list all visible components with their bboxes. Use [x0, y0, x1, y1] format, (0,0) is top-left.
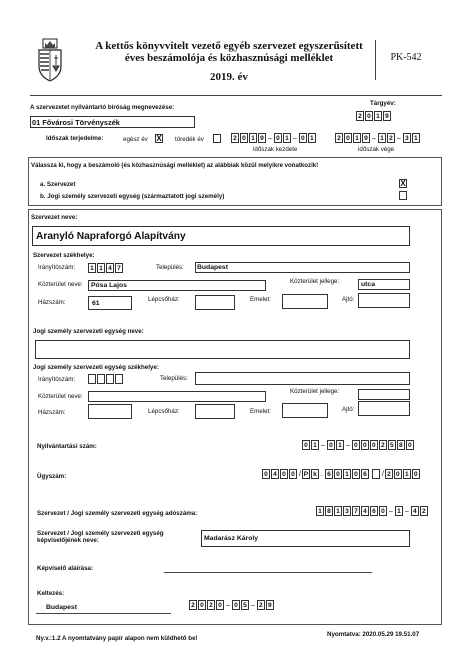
digit-cell: 8: [397, 440, 405, 450]
digit-cell: 1: [336, 440, 344, 450]
digit-cell: 0: [412, 469, 420, 479]
target-year-label: Tárgyév:: [370, 100, 396, 107]
digit-cell: 1: [283, 133, 291, 143]
unit-street-type-field[interactable]: [358, 389, 410, 400]
digit-cell: 4: [271, 469, 279, 479]
issued-place-value: Budapest: [46, 604, 77, 611]
issued-label: Keltezés:: [37, 590, 65, 597]
unit-seat-label: Jogi személy szervezeti egység székhelye:: [33, 364, 159, 371]
org-city-value: Budapest: [197, 264, 228, 271]
org-name-value: Aranyló Napraforgó Alapítvány: [36, 231, 186, 242]
org-floor-label: Emelet:: [250, 296, 271, 303]
digit-cell: 5: [241, 600, 249, 610]
digit-cell: 2: [231, 133, 239, 143]
digit-cell: 0: [240, 133, 248, 143]
report-type-question: Válassza ki, hogy a beszámoló (és közhasznúsági melléklet) az alábbiak közül melyikre vonatkozik!: [31, 162, 319, 169]
issued-date-field[interactable]: 2 0 2 0 – 0 5 – 2 9: [189, 600, 275, 610]
period-end-field[interactable]: 2 0 1 9 – 1 2 – 3 1: [335, 133, 421, 143]
unit-door-field[interactable]: [358, 401, 410, 416]
digit-cell: 1: [334, 506, 342, 516]
digit-cell: 0: [394, 469, 402, 479]
option-a-checkbox[interactable]: X: [400, 179, 406, 188]
digit-cell: 0: [232, 600, 240, 610]
digit-cell: 9: [258, 133, 266, 143]
digit-cell: 1: [395, 506, 403, 516]
org-zip-label: Irányítószám:: [38, 264, 76, 271]
full-year-checkbox[interactable]: X: [156, 134, 162, 143]
court-label: A szervezetet nyilvántartó bíróság megnevezése:: [30, 104, 175, 111]
digit-cell: 0: [344, 133, 352, 143]
org-stair-field[interactable]: [195, 295, 235, 310]
org-door-field[interactable]: [358, 293, 410, 308]
form-year-title: 2019. év: [210, 71, 248, 83]
digit-cell: 1: [378, 133, 386, 143]
digit-cell: 1: [308, 133, 316, 143]
period-start-field[interactable]: 2 0 1 9 – 0 1 – 0 1: [231, 133, 317, 143]
digit-cell: 9: [362, 133, 370, 143]
digit-cell: 6: [370, 506, 378, 516]
unit-zip-label: Irányítószám:: [38, 376, 76, 383]
digit-cell: 6: [325, 469, 333, 479]
digit-cell: 0: [352, 440, 360, 450]
org-house-value: 61: [92, 300, 100, 307]
registry-number-field[interactable]: 0 1 – 0 1 – 0 0 0 2 5 8 0: [302, 440, 415, 450]
digit-cell: 2: [420, 506, 428, 516]
digit-cell: 0: [361, 440, 369, 450]
digit-cell: 6: [361, 469, 369, 479]
digit-cell: 0: [379, 506, 387, 516]
unit-name-field[interactable]: [35, 340, 410, 359]
issued-place-line[interactable]: [36, 613, 171, 614]
digit-cell: 1: [97, 263, 105, 273]
digit-cell: 2: [385, 469, 393, 479]
coat-of-arms-icon: [34, 38, 66, 82]
unit-house-label: Házszám:: [38, 409, 66, 416]
option-b-label: b. Jogi személy szervezeti egység (származtatott jogi személy): [40, 193, 225, 200]
org-city-label: Település:: [156, 264, 184, 271]
digit-cell: 0: [370, 440, 378, 450]
form-title-line2: éves beszámolója és közhasznúsági melléklet: [124, 52, 334, 64]
digit-cell: 1: [374, 111, 382, 121]
digit-cell: 1: [403, 469, 411, 479]
digit-cell: 0: [280, 469, 288, 479]
partial-year-label: töredék év: [175, 136, 204, 143]
case-label: Ügyszám:: [37, 473, 67, 480]
digit-cell: 2: [189, 600, 197, 610]
digit-cell: 2: [335, 133, 343, 143]
tax-number-field[interactable]: 1 8 1 3 7 4 6 0 – 1 – 4 2: [316, 506, 429, 516]
org-street-value: Pósa Lajos: [91, 282, 127, 289]
org-street-type-label: Közterület jellege:: [290, 278, 340, 285]
digit-cell: 0: [334, 469, 342, 479]
digit-cell: [372, 469, 380, 479]
digit-cell: 4: [411, 506, 419, 516]
digit-cell: 3: [343, 506, 351, 516]
digit-cell: 2: [207, 600, 215, 610]
org-street-type-value: utca: [361, 281, 375, 288]
digit-cell: k: [311, 469, 319, 479]
digit-cell: 1: [412, 133, 420, 143]
full-year-label: egész év: [123, 136, 148, 143]
digit-cell: 0: [302, 440, 310, 450]
digit-cell: 8: [325, 506, 333, 516]
court-value: 01 Fővárosi Törvényszék: [32, 118, 120, 127]
digit-cell: 0: [274, 133, 282, 143]
digit-cell: 0: [327, 440, 335, 450]
representative-label-line1: Szervezet / Jogi személy szervezeti egység: [37, 530, 164, 537]
digit-cell: 1: [316, 506, 324, 516]
unit-door-label: Ajtó:: [342, 406, 355, 413]
digit-cell: 2: [257, 600, 265, 610]
unit-zip-field[interactable]: [88, 374, 124, 384]
digit-cell: 1: [249, 133, 257, 143]
unit-house-field[interactable]: [88, 404, 132, 419]
org-zip-field[interactable]: [88, 263, 124, 273]
registry-label: Nyilvántartási szám:: [37, 443, 97, 450]
footer-note: Ny.v.:1.2 A nyomtatvány papír alapon nem küldhető be!: [36, 635, 198, 642]
unit-city-label: Település:: [160, 375, 188, 382]
digit-cell: 9: [266, 600, 274, 610]
unit-name-label: Jogi személy szervezeti egység neve:: [33, 328, 144, 335]
digit-cell: 0: [406, 440, 414, 450]
signature-line[interactable]: [164, 572, 372, 573]
digit-cell: 1: [88, 263, 96, 273]
target-year-field[interactable]: [356, 111, 392, 121]
digit-cell: 1: [343, 469, 351, 479]
digit-cell: 9: [383, 111, 391, 121]
option-b-checkbox[interactable]: [399, 191, 407, 200]
digit-cell: 0: [216, 600, 224, 610]
signature-label: Képviselő aláírása:: [37, 565, 94, 572]
digit-cell: 1: [311, 440, 319, 450]
digit-cell: P: [303, 470, 309, 478]
tax-label: Szervezet / Jogi személy szervezeti egység adószáma:: [37, 510, 198, 517]
period-start-caption: időszak kezdete: [253, 146, 298, 153]
digit-cell: 2: [387, 133, 395, 143]
unit-city-field[interactable]: [195, 372, 410, 385]
unit-street-type-label: Közterület jellege:: [290, 388, 340, 395]
digit-cell: 4: [361, 506, 369, 516]
unit-stair-field[interactable]: [195, 404, 235, 419]
digit-cell: 0: [198, 600, 206, 610]
digit-cell: 0: [352, 469, 360, 479]
unit-floor-label: Emelet:: [250, 408, 271, 415]
org-door-label: Ajtó:: [342, 296, 355, 303]
footer-printed: Nyomtatva: 2020.05.29 19.51.07: [327, 631, 420, 638]
case-number-field[interactable]: 0 4 0 0 / P k . 6 0 1 0 6 / 2 0 1 0: [262, 469, 421, 479]
org-house-label: Házszám:: [38, 299, 66, 306]
org-name-label: Szervezet neve:: [31, 214, 78, 221]
digit-cell: 0: [365, 111, 373, 121]
header-bottom-line: [30, 95, 442, 96]
digit-cell: 2: [356, 111, 364, 121]
digit-cell: 2: [379, 440, 387, 450]
unit-street-label: Közterület neve:: [38, 393, 83, 400]
partial-year-checkbox[interactable]: [213, 134, 221, 143]
org-street-label: Közterület neve:: [38, 281, 83, 288]
unit-stair-label: Lépcsőház:: [148, 408, 180, 415]
digit-cell: 5: [388, 440, 396, 450]
digit-cell: 0: [262, 469, 270, 479]
org-seat-label: Szervezet székhelye:: [33, 252, 95, 259]
option-a-label: a. Szervezet: [40, 181, 76, 188]
form-code: PK-542: [390, 52, 422, 63]
digit-cell: 7: [352, 506, 360, 516]
digit-cell: 0: [299, 133, 307, 143]
period-label: Időszak terjedelme:: [46, 135, 104, 142]
form-title-line1: A kettős könyvvitelt vezető egyéb szervezet egyszerűsített: [95, 40, 363, 52]
org-stair-label: Lépcsőház:: [148, 296, 180, 303]
digit-cell: 3: [403, 133, 411, 143]
digit-cell: 0: [289, 469, 297, 479]
period-end-caption: időszak vége: [358, 146, 395, 153]
unit-street-field[interactable]: [88, 391, 266, 402]
digit-cell: 1: [353, 133, 361, 143]
digit-cell: 7: [115, 263, 123, 273]
representative-label-line2: képviselőjének neve:: [37, 537, 99, 544]
unit-floor-field[interactable]: [282, 403, 328, 418]
org-floor-field[interactable]: [282, 294, 328, 309]
digit-cell: 4: [106, 263, 114, 273]
representative-name-value: Madarász Károly: [204, 535, 259, 542]
